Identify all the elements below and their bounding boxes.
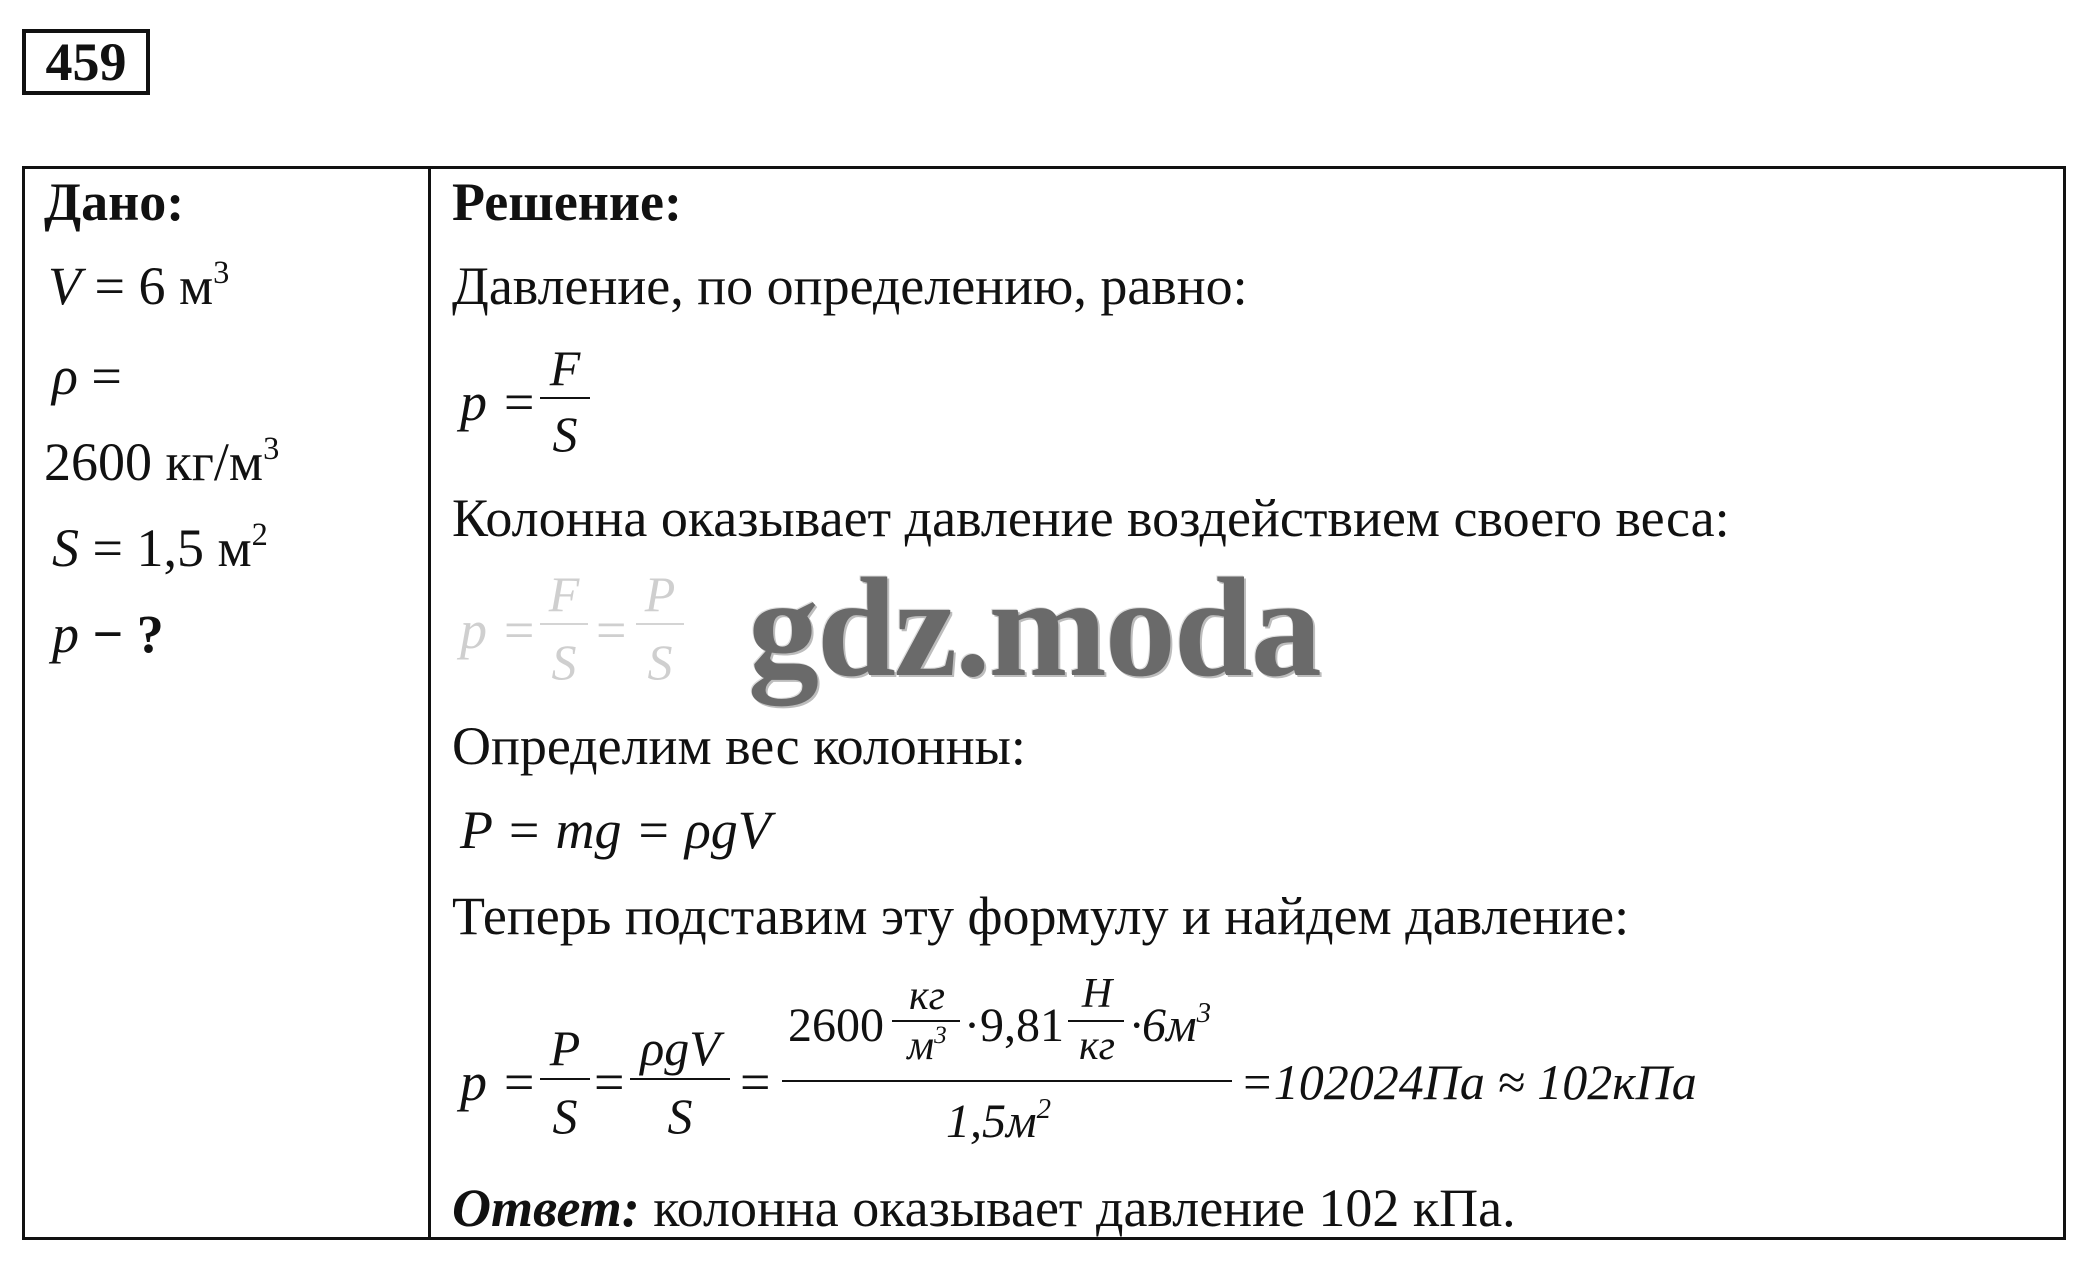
formula-4-big-num-a: 2600 [788,999,884,1052]
formula-4-unit1-den: $м^3$ [907,1021,947,1069]
formula-2-bar2 [636,623,684,625]
formula-4-big-bar [782,1080,1232,1082]
formula-4-bar1 [540,1078,590,1080]
formula-4-eq1: = [594,1052,625,1112]
formula-4-big-den: $1,5м^2$ [946,1093,1052,1148]
formula-3: P = mg = ρgV [460,800,771,860]
formula-4-unit2-bar [1068,1020,1124,1022]
formula-4-unit2-den: кг [1078,1023,1116,1069]
formula-2-bar1 [540,623,588,625]
formula-2-eq: = [596,600,627,660]
solution-heading: Решение: [452,172,682,232]
given-density-label: ρ = [52,346,122,406]
formula-2-den1: S [551,634,577,690]
formula-4-unit2-num: Н [1081,971,1113,1017]
formula-2-lhs: p = [460,600,537,660]
formula-1-denominator: S [552,406,578,462]
formula-1-bar [540,397,590,399]
formula-1-lhs: p = [460,372,537,432]
formula-2-num1: F [548,566,580,622]
formula-4-num1: P [549,1020,581,1076]
solution-text-3: Определим вес колонны: [452,716,1026,776]
solution-text-2: Колонна оказывает давление воздействием своего веса: [452,488,1730,548]
solution-text-1: Давление, по определению, равно: [452,256,1248,316]
formula-2-den2: S [647,634,673,690]
given-unknown: p − ? [52,604,164,664]
watermark: gdz.moda [748,548,1320,706]
formula-4-den2: S [667,1088,693,1144]
formula-4-den1: S [552,1088,578,1144]
problem-number: 459 [22,29,150,95]
formula-4-num2: ρgV [640,1020,720,1076]
solution-text-4: Теперь подставим эту формулу и найдем давление: [452,886,1630,946]
given-heading: Дано: [44,172,185,232]
given-volume: V = 6 $м^3$ [48,254,230,316]
formula-1-numerator: F [549,340,581,396]
answer: Ответ: колонна оказывает давление 102 кПа. [452,1178,1516,1238]
formula-4-result: =102024Па ≈ 102кПа [1240,1054,1697,1110]
formula-4-lhs: p = [460,1052,537,1112]
formula-2-num2: P [644,566,676,622]
formula-4-unit1-bar [892,1020,960,1022]
given-area: S = 1,5 $м^2$ [52,516,268,578]
formula-4-bar2 [630,1078,730,1080]
formula-4-mid: ·9,81 [964,999,1064,1052]
formula-4-eq2: = [740,1052,771,1112]
column-divider [428,166,431,1240]
formula-4-unit1-num: кг [908,973,946,1019]
formula-4-tail: $\cdot 6м^3$ [1130,997,1212,1052]
given-density-value: 2600 $кг/м^3$ [44,430,280,492]
